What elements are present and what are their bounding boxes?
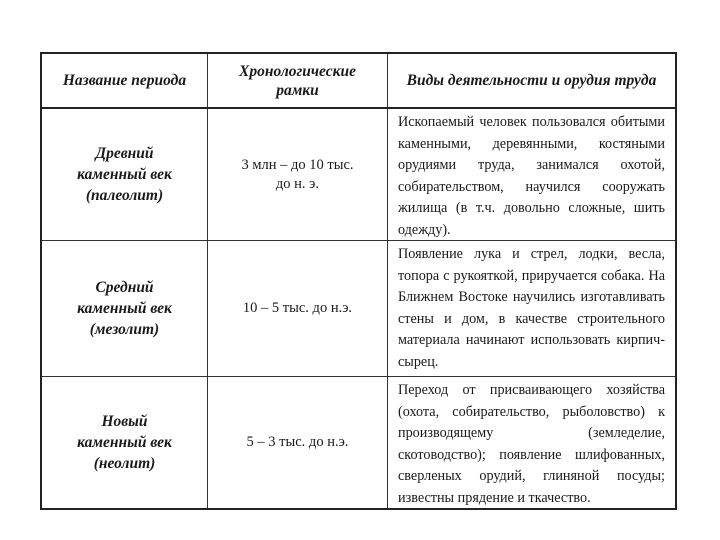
period-name: Средний каменный век (мезолит) [77, 279, 172, 338]
period-name: Древний каменный век (палеолит) [77, 145, 172, 204]
dates-cell-mesolithic [208, 241, 388, 377]
activity-cell-paleolithic [388, 109, 675, 241]
stone-age-periods-table [40, 52, 677, 510]
header-chronology-text: Хронологические рамки [239, 62, 356, 99]
period-activity: Переход от присваивающего хозяйства (охота, собирательство, рыболовство) к производящему (земледелие, скотоводство); появление шлифованных, сверленых орудий, глиняной посуды; известны прядение и ткачество. [398, 382, 665, 506]
period-dates: 3 млн – до 10 тыс. до н. э. [241, 156, 354, 192]
header-period-name [42, 54, 208, 109]
period-cell-paleolithic [42, 109, 208, 241]
period-activity: Появление лука и стрел, лодки, весла, топора с рукояткой, приручается собака. На Ближнем Востоке научились изготавливать стены и дом, в качестве строительного материала начинают использовать кирпич-сырец. [398, 246, 665, 370]
header-chronology [208, 54, 388, 109]
header-activities-text: Виды деятельности и орудия труда [406, 72, 657, 89]
header-period-name-text: Название периода [62, 72, 187, 89]
period-dates: 5 – 3 тыс. до н.э. [246, 434, 349, 450]
period-name: Новый каменный век (неолит) [77, 413, 172, 472]
dates-cell-paleolithic [208, 109, 388, 241]
header-activities [388, 54, 675, 109]
dates-cell-neolithic [208, 377, 388, 508]
period-cell-neolithic [42, 377, 208, 508]
period-cell-mesolithic [42, 241, 208, 377]
activity-cell-neolithic [388, 377, 675, 508]
period-dates: 10 – 5 тыс. до н.э. [242, 300, 353, 316]
activity-cell-mesolithic [388, 241, 675, 377]
period-activity: Ископаемый человек пользовался обитыми каменными, деревянными, костяными орудиями труда, занимался охотой, собирательством, научился сооружать жилища (в т.ч. довольно сложные, шить одежду). [398, 114, 665, 238]
